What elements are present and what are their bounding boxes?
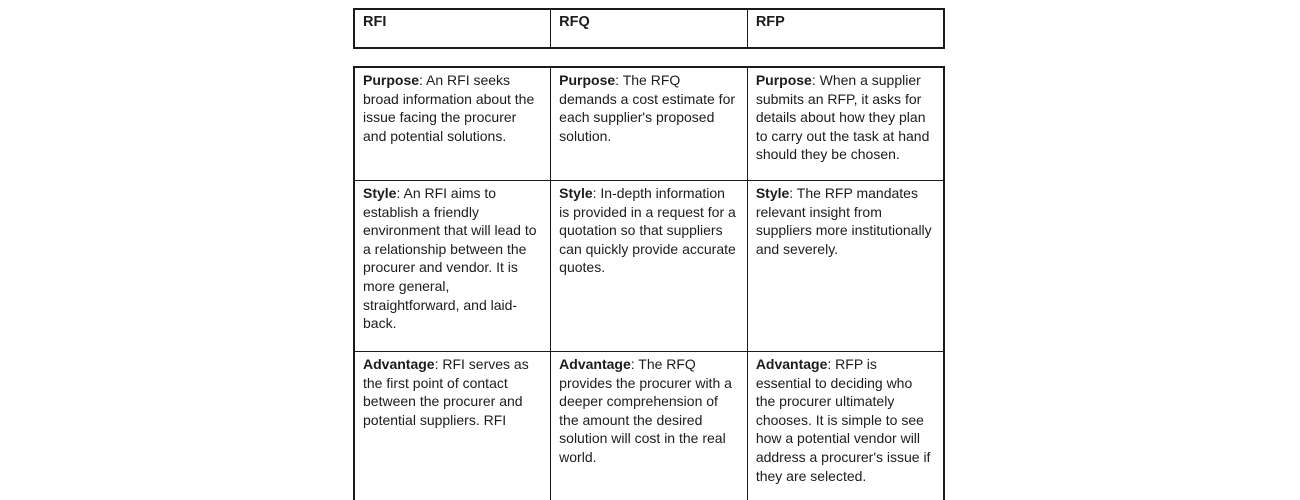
style-text-rfi: : An RFI aims to establish a friendly environment that will lead to a relationship between the procurer and vendor. It is more general, straightforward, and laid-back. bbox=[363, 185, 537, 332]
purpose-row bbox=[354, 67, 944, 181]
style-label: Style bbox=[559, 185, 593, 201]
header-cell-rfp: RFP bbox=[747, 9, 944, 48]
advantage-text-rfp: : RFP is essential to deciding who the procurer ultimately chooses. It is simple to see how a potential vendor will address a procurer's issue if they are selected. bbox=[755, 356, 931, 484]
advantage-label: Advantage bbox=[755, 356, 828, 372]
purpose-text-rfq: : The RFQ demands a cost estimate for each supplier's proposed solution. bbox=[559, 72, 736, 144]
purpose-text-rfp: : When a supplier submits an RFP, it asks for details about how they plan to carry out the task at hand should they be chosen. bbox=[755, 72, 930, 163]
header-cell-rfi: RFI bbox=[354, 9, 551, 48]
advantage-row bbox=[354, 352, 944, 500]
advantage-label: Advantage bbox=[559, 356, 631, 372]
purpose-cell-rfp bbox=[747, 67, 944, 181]
advantage-cell-rfq bbox=[551, 352, 748, 500]
purpose-cell-rfi bbox=[354, 67, 551, 181]
style-row bbox=[354, 181, 944, 352]
purpose-label: Purpose bbox=[559, 72, 616, 88]
style-cell-rfi bbox=[354, 181, 551, 352]
advantage-cell-rfi bbox=[354, 352, 551, 500]
style-label: Style bbox=[755, 185, 790, 201]
style-cell-rfq bbox=[551, 181, 748, 352]
advantage-text-rfi: : RFI serves as the first point of contact between the procurer and potential suppliers. RFI bbox=[363, 356, 529, 428]
rfx-comparison-table bbox=[353, 66, 945, 500]
header-row bbox=[354, 9, 944, 48]
purpose-text-rfi: : An RFI seeks broad information about the issue facing the procurer and potential solutions. bbox=[363, 72, 535, 144]
purpose-label: Purpose bbox=[363, 72, 420, 88]
purpose-cell-rfq bbox=[551, 67, 748, 181]
style-text-rfq: : In-depth information is provided in a request for a quotation so that suppliers can quickly provide accurate quotes. bbox=[559, 185, 736, 276]
purpose-label: Purpose bbox=[755, 72, 812, 88]
style-cell-rfp bbox=[747, 181, 944, 352]
rfx-header-table bbox=[353, 8, 945, 49]
header-cell-rfq: RFQ bbox=[551, 9, 748, 48]
advantage-text-rfq: : The RFQ provides the procurer with a deeper comprehension of the amount the desired solution will cost in the real world. bbox=[559, 356, 732, 465]
style-label: Style bbox=[363, 185, 397, 201]
style-text-rfp: : The RFP mandates relevant insight from suppliers more institutionally and severely. bbox=[755, 185, 932, 257]
advantage-cell-rfp bbox=[747, 352, 944, 500]
advantage-label: Advantage bbox=[363, 356, 435, 372]
